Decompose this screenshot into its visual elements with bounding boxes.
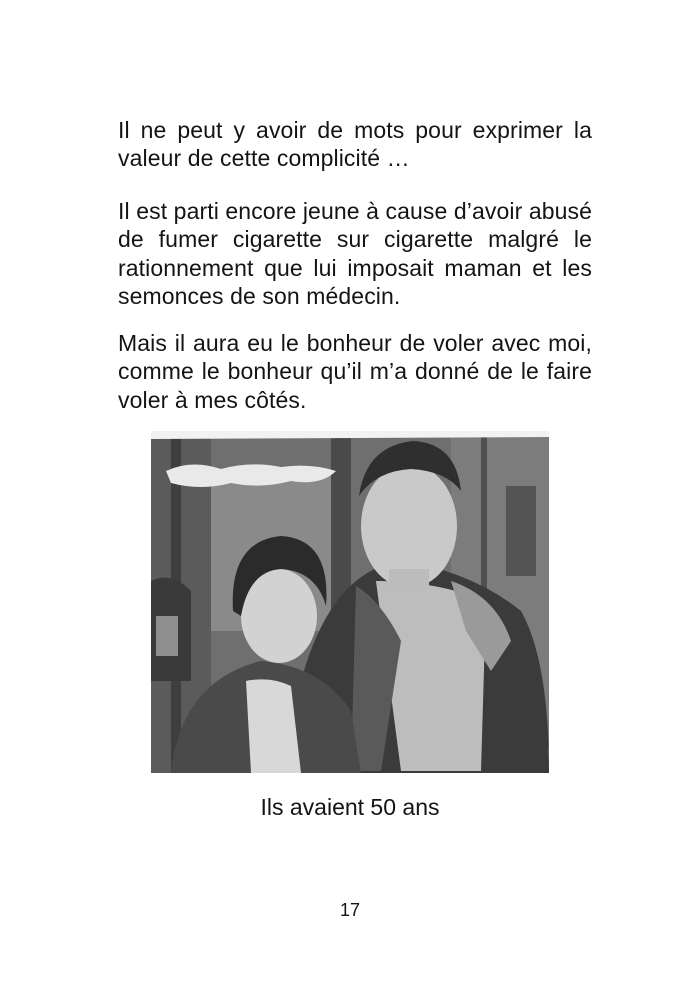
page-number: 17 — [339, 900, 361, 920]
photo-caption: Ils avaient 50 ans — [260, 794, 440, 820]
paragraph-3: Mais il aura eu le bonheur de voler avec moi, comme le bonheur qu’il m’a donné de le faire voler à mes côtés. — [118, 330, 592, 413]
paragraph-2: Il est parti encore jeune à cause d’avoir abusé de fumer cigarette sur cigarette malgré le rationnement que lui imposait maman et les semonces de son médecin. — [118, 198, 592, 309]
paragraph-1: Il ne peut y avoir de mots pour exprimer la valeur de cette complicité … — [118, 117, 592, 172]
couple-photograph — [151, 431, 549, 773]
